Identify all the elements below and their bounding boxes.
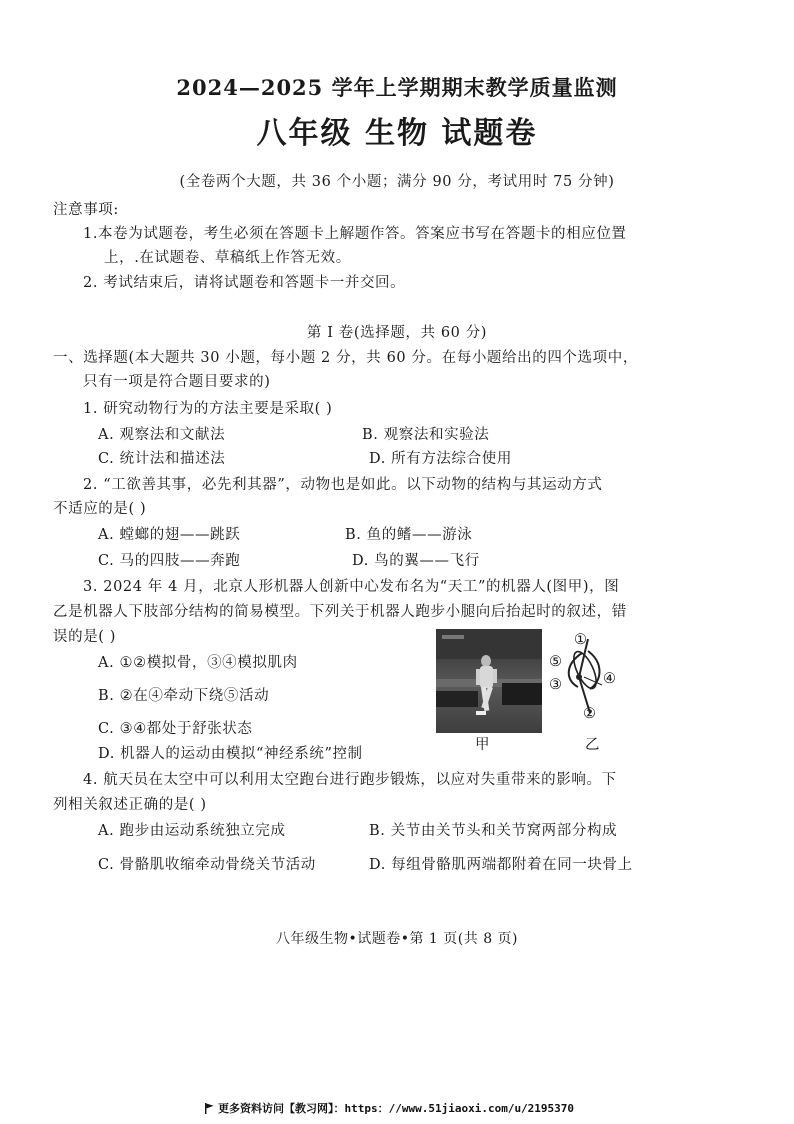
- q1-option-b[interactable]: B. 观察法和实验法: [362, 427, 490, 443]
- exam-title-line1: 2024—2025 学年上学期期末教学质量监测: [176, 75, 618, 100]
- notes-item-1: 1.本卷为试题卷，考生必须在答题卡上解题作答。答案应书写在答题卡的相应位置: [83, 226, 627, 242]
- q4-option-b[interactable]: B. 关节由关节头和关节窝两部分构成: [369, 823, 618, 839]
- question-3-stem-cont-2: 误的是( ): [53, 629, 117, 645]
- question-2-stem: 2. “工欲善其事，必先利其器”，动物也是如此。以下动物的结构与其运动方式: [83, 477, 603, 493]
- flag-icon: [204, 1103, 214, 1114]
- page-footer: 八年级生物•试题卷•第 1 页(共 8 页): [275, 931, 519, 947]
- q1-option-d[interactable]: D. 所有方法综合使用: [369, 451, 512, 467]
- q3-option-c[interactable]: C. ③④都处于舒张状态: [98, 721, 253, 737]
- figure-label-jia: 甲: [475, 737, 491, 753]
- q2-option-d[interactable]: D. 鸟的翼——飞行: [352, 553, 480, 569]
- marker-2: ②: [583, 706, 597, 722]
- notes-item-2: 2. 考试结束后，请将试题卷和答题卡一并交回。: [83, 275, 406, 291]
- figure-label-yi: 乙: [585, 737, 601, 753]
- marker-1: ①: [574, 632, 588, 648]
- question-4-stem: 4. 航天员在太空中可以利用太空跑台进行跑步锻炼，以应对失重带来的影响。下: [83, 772, 617, 788]
- q4-option-d[interactable]: D. 每组骨骼肌两端都附着在同一块骨上: [369, 857, 633, 873]
- notes-heading: 注意事项:: [53, 202, 119, 218]
- q2-option-c[interactable]: C. 马的四肢——奔跑: [98, 553, 241, 569]
- exam-subtitle: (全卷两个大题，共 36 个小题；满分 90 分，考试用时 75 分钟): [179, 174, 615, 190]
- q2-option-a[interactable]: A. 螳螂的翅——跳跃: [98, 527, 241, 543]
- section-intro: 一、选择题(本大题共 30 小题，每小题 2 分，共 60 分。在每小题给出的四个选项中，: [53, 350, 638, 366]
- section-intro-cont: 只有一项是符合题目要求的): [83, 374, 271, 390]
- q3-option-d[interactable]: D. 机器人的运动由模拟“神经系统”控制: [98, 746, 363, 762]
- q4-option-a[interactable]: A. 跑步由运动系统独立完成: [98, 823, 286, 839]
- resource-link[interactable]: 更多资料访问【教习网】：https：//www.51jiaoxi.com/u/2195370: [218, 1102, 575, 1115]
- resource-link-row[interactable]: [204, 1100, 574, 1116]
- q3-option-a[interactable]: A. ①②模拟骨，③④模拟肌肉: [98, 655, 298, 671]
- marker-5: ⑤: [549, 654, 563, 670]
- marker-3: ③: [549, 677, 563, 693]
- question-4-stem-cont: 列相关叙述正确的是( ): [53, 797, 207, 813]
- question-2-stem-cont: 不适应的是( ): [53, 501, 147, 517]
- q4-option-c[interactable]: C. 骨骼肌收缩牵动骨绕关节活动: [98, 857, 316, 873]
- q1-option-a[interactable]: A. 观察法和文献法: [98, 427, 226, 443]
- exam-title-line2: 八年级 生物 试题卷: [256, 116, 538, 151]
- question-3-stem-cont: 乙是机器人下肢部分结构的简易模型。下列关于机器人跑步小腿向后抬起时的叙述，错: [53, 604, 627, 620]
- q2-option-b[interactable]: B. 鱼的鳍——游泳: [345, 527, 473, 543]
- question-3-stem: 3. 2024 年 4 月，北京人形机器人创新中心发布名为“天工”的机器人(图甲)，图: [83, 579, 620, 595]
- q3-option-b[interactable]: B. ②在④牵动下绕⑤活动: [98, 688, 270, 704]
- robot-photo: [436, 629, 542, 733]
- question-1-stem: 1. 研究动物行为的方法主要是采取( ): [83, 401, 333, 417]
- q1-option-c[interactable]: C. 统计法和描述法: [98, 451, 226, 467]
- marker-4: ④: [603, 671, 617, 687]
- notes-item-1-cont: 上，.在试题卷、草稿纸上作答无效。: [104, 250, 351, 266]
- section-title: 第 I 卷(选择题，共 60 分): [306, 325, 488, 341]
